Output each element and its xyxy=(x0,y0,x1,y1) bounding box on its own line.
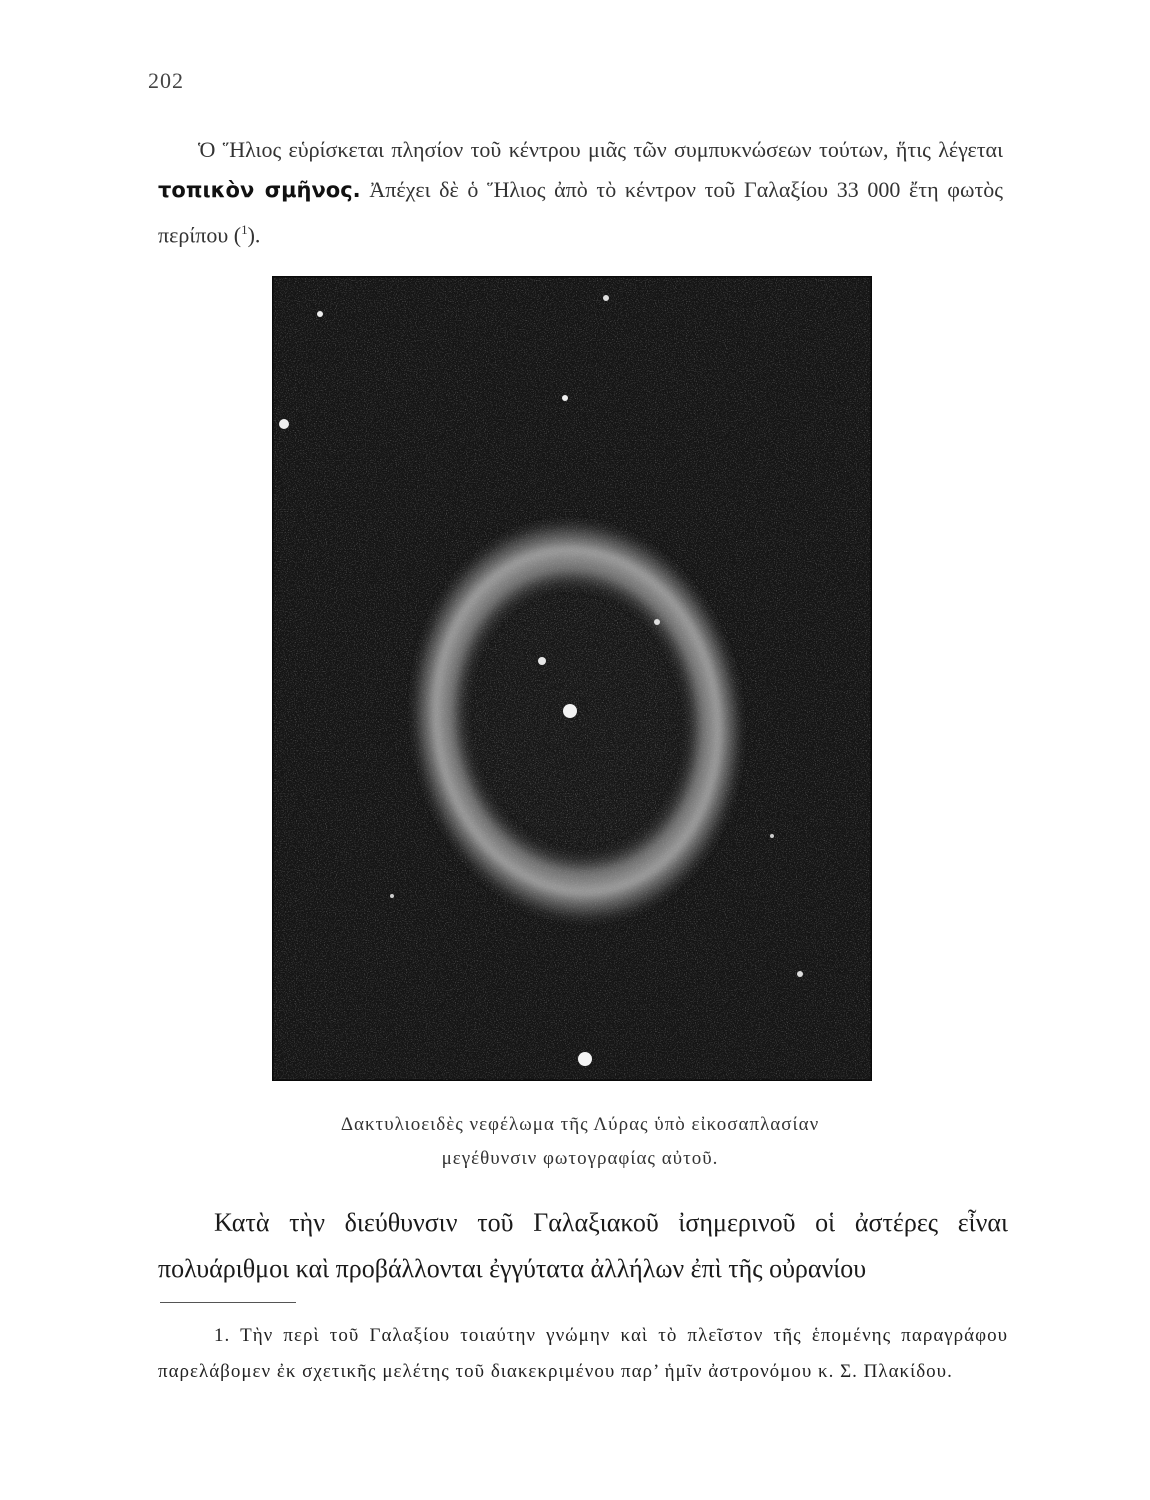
body-paragraph-1 xyxy=(158,130,1003,255)
paragraph-1-text-a: Ὁ Ἥλιος εὑρίσκεται πλησίον τοῦ κέντρου μιᾶς τῶν συμπυκνώσεων τούτων, ἥτις λέγεται xyxy=(198,137,1003,162)
footnote: 1. Τὴν περὶ τοῦ Γαλαξίου τοιαύτην γνώμην καὶ τὸ πλεῖστον τῆς ἑπομένης παραγράφου παρελάβομεν ἐκ σχετικῆς μελέτης τοῦ διακεκριμένου παρ’ ἡμῖν ἀστρονόμου κ. Σ. Πλακίδου. xyxy=(158,1325,1008,1382)
figure-caption xyxy=(200,1108,960,1176)
star xyxy=(770,834,774,838)
paragraph-1-text-b: Ἀπέχει δὲ ὁ Ἥλιος ἀπὸ τὸ κέντρον τοῦ Γαλαξίου 33 000 ἔτη φωτὸς περίπου ( xyxy=(158,177,1003,248)
caption-line-2: μεγέθυνσιν φωτογραφίας αὐτοῦ. xyxy=(441,1148,719,1169)
footnote-reference: 1 xyxy=(241,222,248,237)
star xyxy=(279,419,289,429)
star xyxy=(538,657,546,665)
ring-nebula-photograph xyxy=(272,276,872,1081)
star xyxy=(578,1052,592,1066)
central-star xyxy=(563,704,577,718)
star xyxy=(603,295,609,301)
paragraph-1-text-c: ). xyxy=(247,222,261,248)
star xyxy=(317,311,323,317)
bold-term: τοπικὸν σμῆνος. xyxy=(158,178,361,202)
body-paragraph-2: Κατὰ τὴν διεύθυνσιν τοῦ Γαλαξιακοῦ ἰσημερινοῦ οἱ ἀστέρες εἶναι πολυάριθμοι καὶ προβάλλονται ἐγγύτατα ἀλλήλων ἐπὶ τῆς οὐρανίου xyxy=(158,1208,1008,1283)
star xyxy=(390,894,394,898)
star xyxy=(654,619,660,625)
footnote-divider xyxy=(160,1302,296,1303)
nebula-image xyxy=(272,276,872,1081)
star xyxy=(562,395,568,401)
caption-line-1: Δακτυλιοειδὲς νεφέλωμα τῆς Λύρας ὑπὸ εἰκοσαπλασίαν xyxy=(340,1114,820,1135)
star xyxy=(797,971,803,977)
page-number: 202 xyxy=(148,68,184,93)
